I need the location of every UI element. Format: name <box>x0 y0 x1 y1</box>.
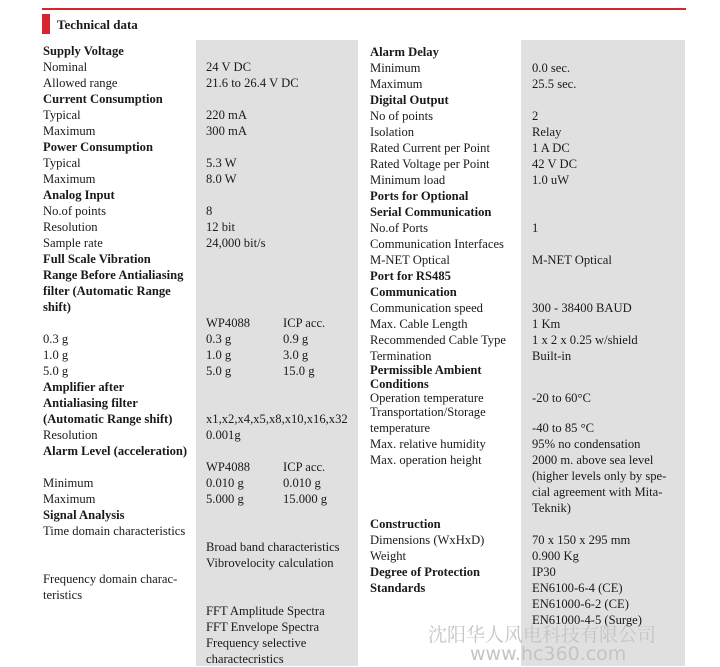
spec-text: Maximum <box>43 124 96 138</box>
spec-text: Frequency selective <box>206 636 307 650</box>
spec-text: 5.000 g <box>206 492 244 506</box>
spec-text: Max. operation height <box>370 453 482 467</box>
spec-text: 1 x 2 x 0.25 w/shield <box>532 333 638 347</box>
section-marker <box>42 14 50 34</box>
spec-text: WP4088 <box>206 316 251 330</box>
spec-text: Termination <box>370 349 432 363</box>
spec-text: teristics <box>43 588 83 602</box>
spec-text: 0.3 g <box>206 332 232 346</box>
spec-text: Rated Voltage per Point <box>370 157 490 171</box>
spec-text: 2000 m. above sea level <box>532 453 654 467</box>
spec-text: No.of Ports <box>370 221 429 235</box>
spec-text: 1 <box>532 221 539 235</box>
spec-text: 12 bit <box>206 220 236 234</box>
spec-text: Transportation/Storage <box>370 405 486 419</box>
spec-text: Teknik) <box>532 501 571 515</box>
spec-text: charactecristics <box>206 652 284 666</box>
spec-text: cial agreement with Mita- <box>532 485 663 499</box>
spec-text: 15.000 g <box>283 492 328 506</box>
section-title: Technical data <box>57 17 138 32</box>
spec-text: 1 A DC <box>532 141 570 155</box>
spec-text: FFT Envelope Spectra <box>206 620 320 634</box>
spec-text: Dimensions (WxHxD) <box>370 533 485 547</box>
spec-text: M-NET Optical <box>532 253 612 267</box>
spec-text: Sample rate <box>43 236 103 250</box>
spec-heading: filter (Automatic Range <box>43 284 171 298</box>
spec-text: 0.0 sec. <box>532 61 571 75</box>
spec-text: 5.0 g <box>206 364 232 378</box>
spec-text: Communication speed <box>370 301 483 315</box>
spec-text: 42 V DC <box>532 157 578 171</box>
spec-text: Communication Interfaces <box>370 237 504 251</box>
spec-text: 24 V DC <box>206 60 252 74</box>
spec-text: Typical <box>43 108 81 122</box>
spec-text: Resolution <box>43 428 98 442</box>
spec-text: 21.6 to 26.4 V DC <box>206 76 299 90</box>
spec-text: x1,x2,x4,x5,x8,x10,x16,x32 <box>206 412 348 426</box>
spec-text: (higher levels only by spe- <box>532 469 667 483</box>
spec-text: No of points <box>370 109 433 123</box>
spec-heading: Range Before Antialiasing <box>43 268 184 282</box>
watermark-url: www.hc360.com <box>470 643 627 665</box>
spec-text: Frequency domain charac- <box>43 572 178 586</box>
spec-text: Vibrovelocity calculation <box>206 556 334 570</box>
spec-text: 2 <box>532 109 539 123</box>
spec-text: Time domain characteristics <box>43 524 186 538</box>
spec-text: 1 Km <box>532 317 561 331</box>
spec-heading: Permissible Ambient <box>370 363 482 377</box>
spec-text: No.of points <box>43 204 106 218</box>
spec-text: 1.0 uW <box>532 173 570 187</box>
spec-text: temperature <box>370 421 431 435</box>
spec-heading: Communication <box>370 285 457 299</box>
spec-heading: Conditions <box>370 377 429 391</box>
spec-text: 5.0 g <box>43 364 69 378</box>
spec-heading: Supply Voltage <box>43 44 124 58</box>
spec-text: Built-in <box>532 349 572 363</box>
spec-text: 220 mA <box>206 108 247 122</box>
spec-text: 25.5 sec. <box>532 77 577 91</box>
spec-heading: Full Scale Vibration <box>43 252 151 266</box>
spec-text: 95% no condensation <box>532 437 641 451</box>
spec-heading: Analog Input <box>43 188 115 202</box>
spec-text: Minimum load <box>370 173 446 187</box>
spec-text: Minimum <box>43 476 94 490</box>
spec-text: EN61000-6-2 (CE) <box>532 597 629 611</box>
spec-text: 24,000 bit/s <box>206 236 266 250</box>
watermark-company: 沈阳华人风电科技有限公司 <box>428 624 657 646</box>
spec-heading: Port for RS485 <box>370 269 451 283</box>
spec-heading: Degree of Protection <box>370 565 481 579</box>
spec-text: Resolution <box>43 220 98 234</box>
spec-text: 8 <box>206 204 213 218</box>
spec-text: -40 to 85 °C <box>532 421 595 435</box>
spec-text: Maximum <box>43 172 96 186</box>
spec-text: 300 - 38400 BAUD <box>532 301 632 315</box>
spec-text: IP30 <box>532 565 556 579</box>
spec-text: Max. relative humidity <box>370 437 486 451</box>
spec-text: Rated Current per Point <box>370 141 490 155</box>
spec-text: Typical <box>43 156 81 170</box>
spec-text: 8.0 W <box>206 172 237 186</box>
spec-text: 300 mA <box>206 124 247 138</box>
spec-text: Relay <box>532 125 562 139</box>
spec-text: 3.0 g <box>283 348 309 362</box>
spec-text: -20 to 60°C <box>532 391 591 405</box>
spec-text: EN61000-4-5 (Surge) <box>532 613 642 627</box>
spec-text: ICP acc. <box>283 316 326 330</box>
spec-text: Broad band characteristics <box>206 540 340 554</box>
spec-text: Max. Cable Length <box>370 317 468 331</box>
spec-heading: Antialiasing filter <box>43 396 138 410</box>
spec-text: 1.0 g <box>43 348 69 362</box>
spec-text: Isolation <box>370 125 415 139</box>
spec-text: EN6100-6-4 (CE) <box>532 581 623 595</box>
spec-heading: Serial Communication <box>370 205 492 219</box>
spec-text: 0.3 g <box>43 332 69 346</box>
spec-text: M-NET Optical <box>370 253 450 267</box>
spec-heading: Power Consumption <box>43 140 153 154</box>
spec-text: 15.0 g <box>283 364 315 378</box>
top-rule <box>42 8 686 10</box>
spec-text: 0.010 g <box>283 476 321 490</box>
spec-text: WP4088 <box>206 460 251 474</box>
spec-text: Minimum <box>370 61 421 75</box>
spec-text: 5.3 W <box>206 156 237 170</box>
spec-text: 1.0 g <box>206 348 232 362</box>
spec-heading: Construction <box>370 517 441 531</box>
spec-text: 0.001g <box>206 428 241 442</box>
spec-text: 70 x 150 x 295 mm <box>532 533 631 547</box>
spec-text: Recommended Cable Type <box>370 333 506 347</box>
spec-heading: Alarm Delay <box>370 45 439 59</box>
spec-text: 0.010 g <box>206 476 244 490</box>
spec-text: 0.9 g <box>283 332 309 346</box>
spec-text: FFT Amplitude Spectra <box>206 604 325 618</box>
spec-text: Allowed range <box>43 76 118 90</box>
spec-heading: Ports for Optional <box>370 189 469 203</box>
spec-text: Maximum <box>370 77 423 91</box>
spec-heading: Alarm Level (acceleration) <box>43 444 188 458</box>
spec-text: Maximum <box>43 492 96 506</box>
spec-text: Weight <box>370 549 407 563</box>
spec-heading: shift) <box>43 300 71 314</box>
spec-heading: Standards <box>370 581 426 595</box>
spec-text: ICP acc. <box>283 460 326 474</box>
spec-text: Nominal <box>43 60 88 74</box>
spec-heading: Current Consumption <box>43 92 163 106</box>
spec-heading: Digital Output <box>370 93 449 107</box>
spec-heading: Amplifier after <box>43 380 125 394</box>
spec-text: Operation temperature <box>370 391 484 405</box>
spec-text: 0.900 Kg <box>532 549 579 563</box>
spec-heading: Signal Analysis <box>43 508 125 522</box>
spec-heading: (Automatic Range shift) <box>43 412 173 426</box>
